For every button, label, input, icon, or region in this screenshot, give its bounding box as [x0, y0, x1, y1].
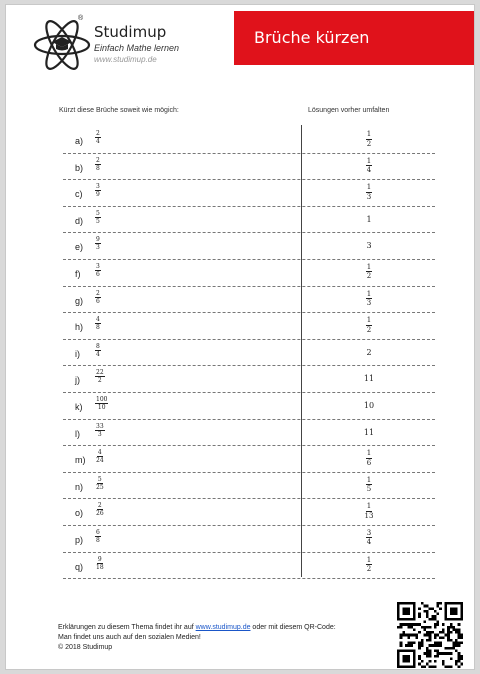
solution-fraction	[359, 556, 379, 574]
footer-text: oder mit diesem QR-Code:	[250, 624, 336, 631]
task-label: o)	[75, 508, 84, 519]
task-label: e)	[75, 242, 84, 253]
solution-numerator: 1	[366, 289, 372, 298]
task-denominator: 25	[96, 483, 104, 491]
task-denominator: 8	[96, 164, 100, 172]
task-fraction	[95, 236, 101, 251]
task-numerator: 2	[96, 156, 100, 164]
solution-fraction	[359, 130, 379, 148]
solution-numerator: 1	[366, 502, 372, 511]
solution-integer: 1	[366, 214, 372, 224]
solution-numerator: 3	[366, 528, 372, 537]
task-denominator: 8	[96, 324, 100, 332]
instruction-text: Kürzt diese Brüche soweit wie mögich:	[59, 107, 179, 114]
task-denominator: 3	[97, 430, 102, 438]
task-fraction	[95, 316, 101, 331]
task-label: k)	[75, 401, 83, 412]
solution-numerator: 1	[366, 449, 372, 458]
brand-name: Studimup	[94, 23, 167, 41]
task-numerator: 2	[97, 502, 102, 510]
task-denominator: 8	[96, 536, 100, 544]
footer-line-2: Man findet uns auch auf den sozialen Medien!	[58, 634, 201, 641]
solution-denominator: 4	[366, 166, 372, 175]
task-denominator: 2	[97, 377, 102, 385]
solution-integer: 3	[366, 241, 372, 251]
solution-denominator: 6	[366, 458, 372, 467]
task-numerator: 3	[96, 183, 100, 191]
task-numerator: 6	[96, 528, 100, 536]
solution-denominator: 2	[366, 565, 372, 573]
solution-fraction	[359, 502, 379, 520]
task-numerator: 4	[97, 449, 102, 457]
task-fraction	[95, 502, 105, 517]
task-numerator: 3	[96, 262, 100, 270]
footer-text: Erklärungen zu diesem Thema findet ihr auf	[58, 624, 196, 631]
solution-integer: 10	[363, 400, 375, 410]
brand-tagline: Einfach Mathe lernen	[94, 43, 180, 53]
solution-numerator: 1	[366, 316, 372, 325]
task-row	[63, 420, 435, 447]
task-label: a)	[75, 136, 84, 146]
solution-denominator: 3	[366, 192, 372, 201]
task-label: p)	[75, 534, 84, 545]
website-link[interactable]: www.studimup.de	[195, 624, 251, 631]
task-numerator: 4	[96, 316, 100, 324]
solution-numerator: 1	[366, 475, 372, 484]
task-fraction	[95, 396, 108, 411]
task-row	[63, 154, 435, 181]
task-numerator: 8	[96, 342, 100, 350]
solution-denominator: 5	[366, 485, 372, 494]
task-row	[63, 180, 435, 207]
qr-code-icon[interactable]	[397, 602, 463, 668]
task-label: g)	[75, 295, 84, 306]
solution-integer: 11	[363, 374, 375, 384]
task-fraction	[95, 343, 101, 358]
solution-denominator: 2	[366, 325, 372, 334]
task-numerator: 2	[96, 289, 100, 297]
task-fraction	[95, 556, 105, 571]
task-row	[63, 473, 435, 500]
task-numerator: 100	[96, 395, 108, 403]
task-label: n)	[75, 481, 84, 492]
task-label: c)	[75, 189, 83, 200]
task-numerator: 9	[97, 555, 102, 563]
task-row	[63, 393, 435, 420]
solution-fraction	[359, 183, 379, 201]
brand-block	[94, 23, 179, 64]
task-row	[63, 233, 435, 260]
solution-fraction	[359, 316, 379, 334]
solution-fraction	[359, 157, 379, 175]
task-denominator: 9	[96, 191, 100, 199]
solution-numerator: 1	[366, 183, 372, 192]
registered-mark: ®	[78, 15, 84, 22]
task-label: q)	[75, 561, 84, 572]
task-label: h)	[75, 322, 84, 333]
task-denominator: 24	[96, 457, 104, 465]
task-denominator: 4	[96, 350, 100, 358]
solution-denominator: 2	[366, 272, 372, 281]
solution-denominator: 2	[366, 139, 372, 148]
task-row	[63, 553, 435, 580]
task-label: i)	[75, 348, 80, 359]
task-denominator: 4	[96, 138, 100, 145]
task-fraction	[95, 157, 101, 172]
solutions-header: Lösungen vorher umfalten	[308, 107, 390, 114]
task-denominator: 3	[96, 244, 100, 252]
solution-denominator: 3	[366, 299, 372, 308]
task-label: b)	[75, 162, 84, 173]
solution-fraction	[359, 529, 379, 547]
task-numerator: 5	[97, 475, 102, 483]
brand-url: www.studimup.de	[94, 55, 157, 64]
task-fraction	[95, 210, 101, 225]
solution-fraction	[359, 263, 379, 281]
task-denominator: 10	[97, 403, 106, 411]
solution-fraction	[359, 290, 379, 308]
task-numerator: 9	[96, 236, 100, 244]
task-denominator: 26	[96, 510, 104, 518]
solution-integer: 11	[363, 427, 375, 437]
task-label: j)	[75, 375, 80, 386]
task-label: d)	[75, 215, 84, 226]
task-denominator: 6	[96, 297, 100, 305]
task-fraction	[95, 130, 101, 145]
task-row	[63, 313, 435, 340]
solution-numerator: 1	[366, 555, 372, 564]
task-row	[63, 446, 435, 473]
solution-numerator: 1	[366, 156, 372, 165]
solution-numerator: 1	[366, 262, 372, 271]
footer	[58, 623, 336, 653]
task-denominator: 5	[96, 217, 100, 225]
footer-copyright: © 2018 Studimup	[58, 644, 113, 651]
task-numerator: 22	[96, 369, 104, 377]
task-row	[63, 287, 435, 314]
solution-fraction	[359, 476, 379, 494]
task-label: m)	[75, 455, 86, 466]
solution-integer: 2	[366, 347, 372, 357]
task-denominator: 6	[96, 270, 100, 278]
task-row	[63, 340, 435, 367]
task-row	[63, 207, 435, 234]
task-list	[63, 127, 435, 579]
solution-denominator: 13	[364, 511, 374, 520]
task-label: l)	[75, 428, 80, 439]
task-label: f)	[75, 268, 81, 279]
task-numerator: 2	[96, 130, 100, 137]
task-row	[63, 260, 435, 287]
atom-logo-icon	[32, 15, 92, 75]
task-row	[63, 499, 435, 526]
task-fraction	[95, 290, 101, 305]
task-fraction	[95, 476, 105, 491]
task-fraction	[95, 263, 101, 278]
task-denominator: 18	[96, 563, 104, 571]
task-fraction	[95, 423, 105, 438]
task-fraction	[95, 529, 101, 544]
task-row	[63, 366, 435, 393]
task-numerator: 5	[96, 209, 100, 217]
solution-denominator: 4	[366, 538, 372, 547]
task-fraction	[95, 369, 105, 384]
footer-line-1	[58, 623, 336, 633]
task-fraction	[95, 449, 105, 464]
solution-fraction	[359, 449, 379, 467]
task-row	[63, 526, 435, 553]
task-row	[63, 127, 435, 154]
worksheet-page	[5, 4, 475, 670]
solution-numerator: 1	[366, 130, 372, 138]
task-numerator: 33	[96, 422, 104, 430]
task-fraction	[95, 183, 101, 198]
page-title: Brüche kürzen	[234, 11, 474, 65]
